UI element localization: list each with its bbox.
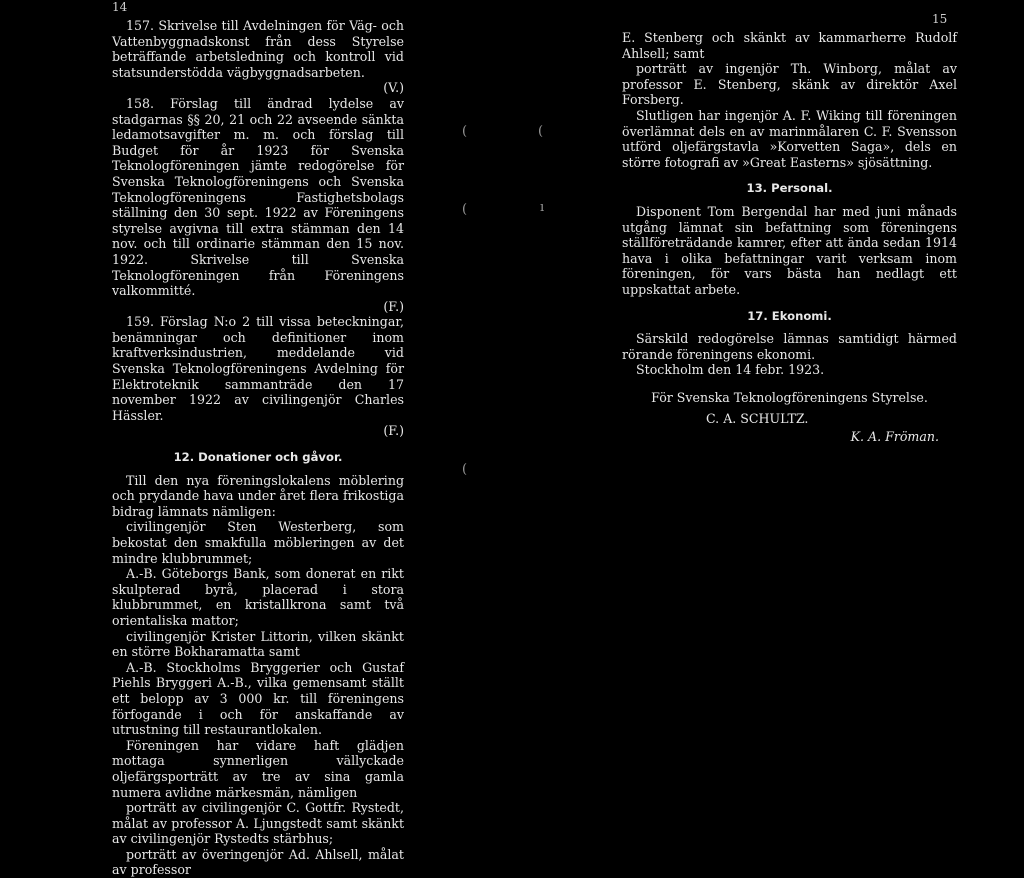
right-column <box>622 30 957 445</box>
ref-158: (F.) <box>383 298 404 314</box>
section-heading-donations: 12. Donationer och gåvor. <box>173 450 343 465</box>
left-column <box>112 18 404 878</box>
margin-mark-4: ı <box>540 200 545 215</box>
signature-2: K. A. Fröman. <box>850 429 939 445</box>
donations-para-4: civilingenjör Krister Littorin, vilken skänkt en större Bokharamatta samt <box>112 628 404 660</box>
personal-text: Disponent Tom Bergendal har med juni månads utgång lämnat sin befattning som föreningens ställföreträdande kamrer, efter att ända sedan 1914 hava i olika befattningar varit verksam inom föreningen, för vars bästa han nedlagt ett uppskattat arbete. <box>622 203 957 297</box>
ref-159: (F.) <box>383 423 404 439</box>
portrait-line-1: E. Stenberg och skänkt av kammarherre Rudolf Ahlsell; samt <box>622 30 957 61</box>
portrait-line-3: Slutligen har ingenjör A. F. Wiking till föreningen överlämnat dels en av marinmålaren C. F. Svensson utförd oljefärgstavla »Korvetten Saga», dels en större fotografi av »Great Easterns» sjösättning. <box>622 107 957 170</box>
donations-para-1: Till den nya föreningslokalens möblering och prydande hava under året flera frikostiga bidrag lämnats nämligen: <box>112 472 404 519</box>
donations-para-2: civilingenjör Sten Westerberg, som bekostat den smakfulla möbleringen av det mindre klubbrummet; <box>112 519 404 566</box>
signatures-2 <box>622 429 957 445</box>
donations-para-6: Föreningen har vidare haft glädjen mottaga synnerligen vällyckade oljefärgsporträtt av tre av sina gamla numera avlidne märkesmän, nämligen <box>112 737 404 800</box>
signatures <box>622 411 957 427</box>
entry-159: 159. Förslag N:o 2 till vissa beteckningar, benämningar och definitioner inom kraftverksindustrien, meddelande vid Svenska Teknologföreningens Avdelning för Elektroteknik sammanträde den 17 november 1922 av civilingenjör Charles Hässler. (F.) <box>112 314 404 439</box>
section-heading-personal: 13. Personal. <box>746 181 833 196</box>
signature-1: C. A. SCHULTZ. <box>706 411 809 427</box>
closing-line: För Svenska Teknologföreningens Styrelse. <box>651 389 928 405</box>
ref-157: (V.) <box>383 80 404 96</box>
donations-para-5: A.-B. Stockholms Bryggerier och Gustaf Piehls Bryggeri A.-B., vilka gemensamt ställt ett belopp av 3 000 kr. till föreningens förfogande i och för anskaffande av utrustning till restaurantlokalen. <box>112 659 404 738</box>
margin-mark-3: ( <box>462 202 468 217</box>
entry-158: 158. Förslag till ändrad lydelse av stadgarnas §§ 20, 21 och 22 avseende sänkta ledamotsavgifter m. m. och förslag till Budget för år 1923 för Svenska Teknologföreningen jämte redogörelse för Svenska Teknologföreningens och Svenska Teknologföreningens Fastighetsbolags ställning den 30 sept. 1922 av Föreningens styrelse avgivna till extra stämman den 14 nov. och till ordinarie stämman den 15 nov. 1922. Skrivelse till Svenska Teknologföreningen från Föreningens valkommitté. (F.) <box>112 95 404 314</box>
page-number-left: 14 <box>112 0 128 14</box>
section-heading-economy: 17. Ekonomi. <box>747 308 832 323</box>
donations-para-7: porträtt av civilingenjör C. Gottfr. Rystedt, målat av professor A. Ljungstedt samt skänkt av civilingenjör Rystedts stärbhus; <box>112 800 404 847</box>
page-number-right: 15 <box>932 12 948 26</box>
margin-mark-1: ( <box>462 124 468 139</box>
donations-para-8: porträtt av överingenjör Ad. Ahlsell, målat av professor <box>112 846 404 878</box>
economy-text: Särskild redogörelse lämnas samtidigt härmed rörande föreningens ekonomi. <box>622 331 957 362</box>
portrait-line-2: porträtt av ingenjör Th. Winborg, målat av professor E. Stenberg, skänk av direktör Axel Forsberg. <box>622 61 957 108</box>
place-date: Stockholm den 14 febr. 1923. <box>636 362 825 378</box>
margin-mark-2: ( <box>538 124 544 139</box>
entry-157: 157. Skrivelse till Avdelningen för Väg- och Vattenbyggnadskonst från dess Styrelse beträffande arbetsledning och kontroll vid statsunderstödda vägbyggnadsarbeten. (V.) <box>112 18 404 96</box>
donations-para-3: A.-B. Göteborgs Bank, som donerat en rikt skulpterad byrå, placerad i stora klubbrummet, en kristallkrona samt två orientaliska mattor; <box>112 566 404 628</box>
margin-mark-5: ( <box>462 462 468 477</box>
